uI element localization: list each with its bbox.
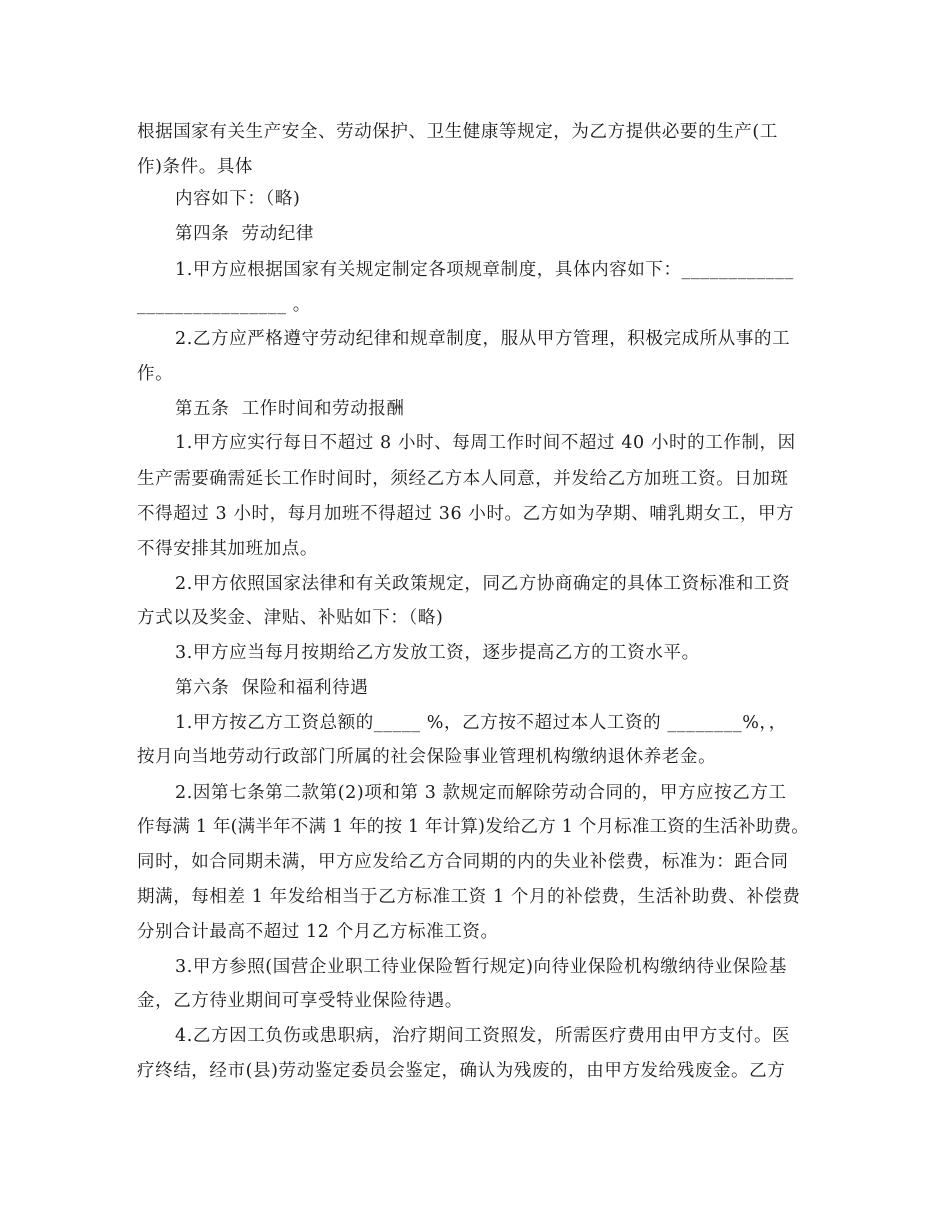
text-line: 2.因第七条第二款第(2)项和第 3 款规定而解除劳动合同的，甲方应按乙方工 [175,783,787,803]
article-heading: 第五条 工作时间和劳动报酬 [175,399,405,419]
text-line: 根据国家有关生产安全、劳动保护、卫生健康等规定，为乙方提供必要的生产(工 [137,122,778,142]
text-line: 金，乙方待业期间可享受特业保险待遇。 [137,991,463,1011]
text-line: 同时，如合同期未满，甲方应发给乙方合同期的内的失业补偿费，标准为：距合同 [137,852,789,872]
text-line: 方式以及奖金、津贴、补贴如下：（略) [137,608,444,628]
text-line: 1.甲方应根据国家有关规定制定各项规章制度，具体内容如下：____________ [175,260,794,280]
text-line: 作。 [137,364,174,384]
text-line: 2.乙方应严格遵守劳动纪律和规章制度，服从甲方管理，积极完成所从事的工 [175,329,791,349]
text-line: 内容如下：（略) [175,189,301,209]
text-line: ________________ 。 [137,295,311,315]
text-line: 分别合计最高不超过 12 个月乙方标准工资。 [137,922,499,942]
article-heading: 第四条 劳动纪律 [175,224,315,244]
text-line: 2.甲方依照国家法律和有关政策规定，同乙方协商确定的具体工资标准和工资 [175,574,791,594]
text-line: 作每满 1 年(满半年不满 1 年的按 1 年计算)发给乙方 1 个月标准工资的生活补助费。 [137,817,809,837]
text-line: 3.甲方参照(国营企业职工待业保险暂行规定)向待业保险机构缴纳待业保险基 [175,957,787,977]
text-line: 1.甲方应实行每日不超过 8 小时、每周工作时间不超过 40 小时的工作制，因 [175,433,796,453]
text-line: 疗终结，经市(县)劳动鉴定委员会鉴定，确认为残废的，由甲方发给残废金。乙方 [137,1061,786,1081]
text-line: 生产需要确需延长工作时间时，须经乙方本人同意，并发给乙方加班工资。日加斑 [137,469,789,489]
text-line: 期满，每相差 1 年发给相当于乙方标准工资 1 个月的补偿费，生活补助费、补偿费 [137,887,801,907]
text-line: 按月向当地劳动行政部门所属的社会保险事业管理机构缴纳退休养老金。 [137,747,717,767]
text-line: 1.甲方按乙方工资总额的_____ %，乙方按不超过本人工资的 ________%，， [175,713,787,733]
text-line: 不得超过 3 小时，每月加班不得超过 36 小时。乙方如为孕期、哺乳期女工，甲方 [137,504,795,524]
text-line: 不得安排其加班加点。 [137,539,318,559]
text-line: 3.甲方应当每月按期给乙方发放工资，逐步提高乙方的工资水平。 [175,643,700,663]
text-line: 作)条件。具体 [137,157,254,177]
article-heading: 第六条 保险和福利待遇 [175,678,369,698]
text-line: 4.乙方因工负伤或患职病，治疗期间工资照发，所需医疗费用由甲方支付。医 [175,1026,791,1046]
